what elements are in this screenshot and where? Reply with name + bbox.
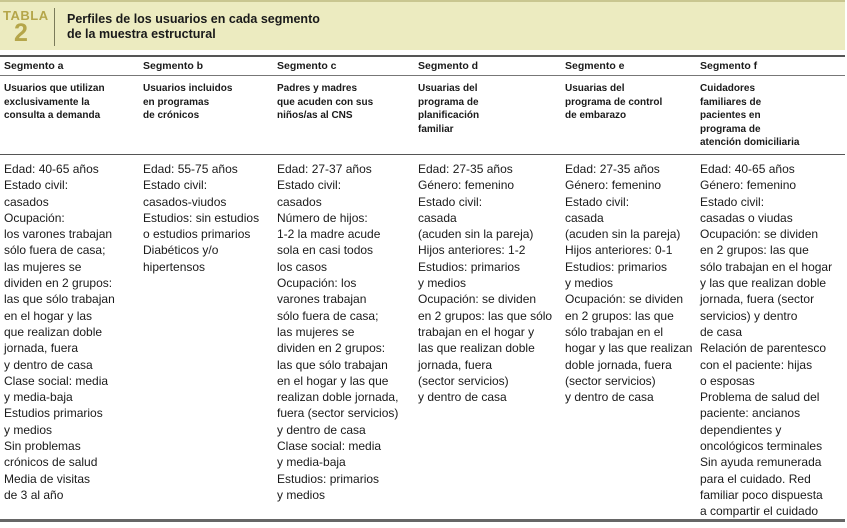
- profile-line: para el cuidado. Red: [700, 471, 811, 486]
- profile-line: y medios: [277, 487, 326, 502]
- segment-rule: [0, 75, 845, 76]
- profile-line: (sector servicios): [418, 373, 509, 388]
- profile-line: Estado civil:: [4, 178, 69, 193]
- profile-line: casados-viudos: [143, 194, 227, 209]
- profile-line: realizan doble jornada,: [277, 390, 399, 405]
- table-number: 2: [14, 19, 28, 47]
- profile-line: Problema de salud del: [700, 390, 820, 405]
- profile-line: Diabéticos y/o: [143, 243, 219, 258]
- segment-header: Segmento f: [700, 60, 758, 72]
- profile-line: doble jornada, fuera: [565, 357, 672, 372]
- description-line: planificación: [418, 110, 480, 121]
- profile-line: dividen en 2 grupos:: [4, 276, 113, 291]
- description-line: Usuarias del: [418, 83, 478, 94]
- profile-line: hipertensos: [143, 259, 206, 274]
- profile-line: las que sólo trabajan: [4, 292, 115, 307]
- profile-line: y medios: [4, 422, 53, 437]
- description-line: Cuidadores: [700, 83, 756, 94]
- profile-line: y dentro de casa: [565, 390, 654, 405]
- profile-line: paciente: ancianos: [700, 406, 801, 421]
- profile-line: o estudios primarios: [143, 227, 251, 242]
- profile-line: varones trabajan: [277, 292, 367, 307]
- profile-line: dividen en 2 grupos:: [277, 341, 386, 356]
- profile-line: sólo trabajan en el hogar: [700, 259, 833, 274]
- profile-line: en 2 grupos: las que sólo: [418, 308, 553, 323]
- profile-line: en 2 grupos: las que: [565, 308, 674, 323]
- profile-line: las que sólo trabajan: [277, 357, 388, 372]
- profile-line: Edad: 27-35 años: [565, 162, 660, 176]
- description-line: Usuarios incluidos: [143, 83, 233, 94]
- profile-list: [700, 161, 832, 520]
- segment-header: Segmento b: [143, 60, 204, 72]
- segment-header: Segmento c: [277, 60, 337, 72]
- profile-line: o esposas: [700, 373, 755, 388]
- profile-line: en 2 grupos: las que: [700, 243, 809, 258]
- profile-line: los casos: [277, 259, 328, 274]
- profile-line: Estado civil:: [143, 178, 208, 193]
- profile-line: los varones trabajan: [4, 227, 113, 242]
- profile-line: Edad: 27-37 años: [277, 162, 372, 176]
- profile-line: Estado civil:: [418, 194, 483, 209]
- description-line: en programas: [143, 96, 210, 108]
- profile-line: Ocupación: los: [277, 276, 357, 291]
- description-line: de embarazo: [565, 110, 627, 121]
- profile-line: Relación de parentesco: [700, 341, 827, 356]
- description-line: familiar: [418, 123, 454, 135]
- description-line: consulta a demanda: [4, 110, 101, 121]
- segment-description: [700, 82, 799, 150]
- profile-list: [4, 161, 115, 503]
- profile-line: y las que realizan doble: [700, 276, 827, 291]
- header-divider: [54, 8, 55, 46]
- profile-line: sólo trabajan en el: [565, 324, 664, 339]
- profile-line: Media de visitas: [4, 471, 91, 486]
- profile-list: [143, 161, 259, 275]
- profile-line: y media-baja: [4, 390, 73, 405]
- profile-line: casados: [277, 194, 322, 209]
- profile-line: Estudios: primarios: [418, 259, 521, 274]
- profile-line: (acuden sin la pareja): [565, 227, 681, 242]
- description-line: de crónicos: [143, 110, 200, 121]
- profile-line: con el paciente: hijas: [700, 357, 813, 372]
- profile-line: 1-2 la madre acude: [277, 227, 381, 242]
- profile-line: casada: [565, 210, 604, 225]
- profile-line: sólo fuera de casa;: [4, 243, 106, 258]
- profile-line: Ocupación:: [4, 210, 65, 225]
- profile-line: y medios: [565, 276, 614, 291]
- description-line: pacientes en: [700, 110, 761, 121]
- description-line: Usuarios que utilizan: [4, 83, 105, 94]
- profile-list: [277, 161, 398, 503]
- profile-line: que realizan doble: [4, 324, 103, 339]
- profile-line: Género: femenino: [418, 178, 515, 193]
- profile-line: a compartir el cuidado: [700, 504, 819, 519]
- profile-line: familiar poco dispuesta: [700, 487, 823, 502]
- description-line: Usuarias del: [565, 83, 625, 94]
- table-label: TABLA: [3, 8, 49, 23]
- description-line: programa de control: [565, 96, 663, 108]
- profile-line: y medios: [418, 276, 467, 291]
- profile-line: jornada, fuera: [4, 341, 79, 356]
- table-header: [0, 0, 845, 50]
- segment-header: Segmento e: [565, 60, 625, 72]
- profile-line: jornada, fuera: [418, 357, 493, 372]
- description-line: programa de: [700, 123, 761, 135]
- segment-description: [143, 82, 232, 123]
- profile-line: Edad: 40-65 años: [700, 162, 795, 176]
- profile-line: y dentro de casa: [277, 422, 366, 437]
- profile-line: Clase social: media: [277, 439, 382, 454]
- profile-line: Sin problemas: [4, 439, 81, 454]
- segment-header: Segmento d: [418, 60, 479, 72]
- profile-line: Género: femenino: [700, 178, 797, 193]
- profile-line: Estudios: primarios: [565, 259, 668, 274]
- profile-line: servicios) y dentro: [700, 308, 798, 323]
- profile-line: en el hogar y las que: [277, 373, 389, 388]
- description-line: exclusivamente la: [4, 96, 90, 108]
- description-line: que acuden con sus: [277, 96, 374, 108]
- profile-line: jornada, fuera (sector: [700, 292, 815, 307]
- table-title: [67, 12, 320, 42]
- profile-line: las que realizan doble: [418, 341, 535, 356]
- profile-line: y dentro de casa: [4, 357, 93, 372]
- profile-line: Estado civil:: [700, 194, 765, 209]
- profile-line: dependientes y: [700, 422, 782, 437]
- profile-line: casados: [4, 194, 49, 209]
- description-line: familiares de: [700, 96, 762, 108]
- profile-line: (acuden sin la pareja): [418, 227, 534, 242]
- profile-line: y dentro de casa: [418, 390, 507, 405]
- segment-header: Segmento a: [4, 60, 64, 72]
- profile-line: Estudios: sin estudios: [143, 210, 260, 225]
- profile-line: Clase social: media: [4, 373, 109, 388]
- profile-line: casada: [418, 210, 457, 225]
- profile-line: las mujeres se: [4, 259, 82, 274]
- profile-line: sólo fuera de casa;: [277, 308, 379, 323]
- table-title-line: de la muestra estructural: [67, 27, 216, 41]
- profile-list: [565, 161, 692, 405]
- profile-line: hogar y las que realizan: [565, 341, 693, 356]
- profile-line: de casa: [700, 324, 743, 339]
- profile-line: sola en casi todos: [277, 243, 374, 258]
- table-title-line: Perfiles de los usuarios en cada segmento: [67, 12, 320, 26]
- profile-line: y media-baja: [277, 455, 346, 470]
- segment-description: [418, 82, 479, 136]
- profile-line: Edad: 55-75 años: [143, 162, 238, 176]
- profile-line: Hijos anteriores: 0-1: [565, 243, 673, 258]
- segment-description: [4, 82, 105, 123]
- profile-line: en el hogar y las: [4, 308, 93, 323]
- profile-list: [418, 161, 552, 405]
- description-line: atención domiciliaria: [700, 137, 800, 148]
- profile-line: Ocupación: se dividen: [565, 292, 684, 307]
- profile-line: trabajan en el hogar y: [418, 324, 535, 339]
- profile-line: Estado civil:: [565, 194, 630, 209]
- profile-line: casadas o viudas: [700, 210, 793, 225]
- profile-line: Estado civil:: [277, 178, 342, 193]
- profile-line: las mujeres se: [277, 324, 355, 339]
- profile-line: de 3 al año: [4, 487, 64, 502]
- profile-line: Estudios: primarios: [277, 471, 380, 486]
- description-line: programa de: [418, 96, 479, 108]
- description-line: niños/as al CNS: [277, 110, 353, 121]
- profile-line: (sector servicios): [565, 373, 656, 388]
- profile-line: fuera (sector servicios): [277, 406, 399, 421]
- profile-line: Edad: 40-65 años: [4, 162, 99, 176]
- profile-line: Número de hijos:: [277, 210, 368, 225]
- profile-line: Estudios primarios: [4, 406, 103, 421]
- profile-line: Hijos anteriores: 1-2: [418, 243, 526, 258]
- profile-line: Ocupación: se dividen: [700, 227, 819, 242]
- profile-line: Sin ayuda remunerada: [700, 455, 822, 470]
- description-line: Padres y madres: [277, 83, 358, 94]
- segment-description: [277, 82, 373, 123]
- profile-line: oncológicos terminales: [700, 439, 823, 454]
- segment-description: [565, 82, 662, 123]
- profile-line: crónicos de salud: [4, 455, 98, 470]
- profile-line: Ocupación: se dividen: [418, 292, 537, 307]
- profile-line: Género: femenino: [565, 178, 662, 193]
- top-rule: [0, 55, 845, 57]
- profile-line: Edad: 27-35 años: [418, 162, 513, 176]
- description-rule: [0, 154, 845, 155]
